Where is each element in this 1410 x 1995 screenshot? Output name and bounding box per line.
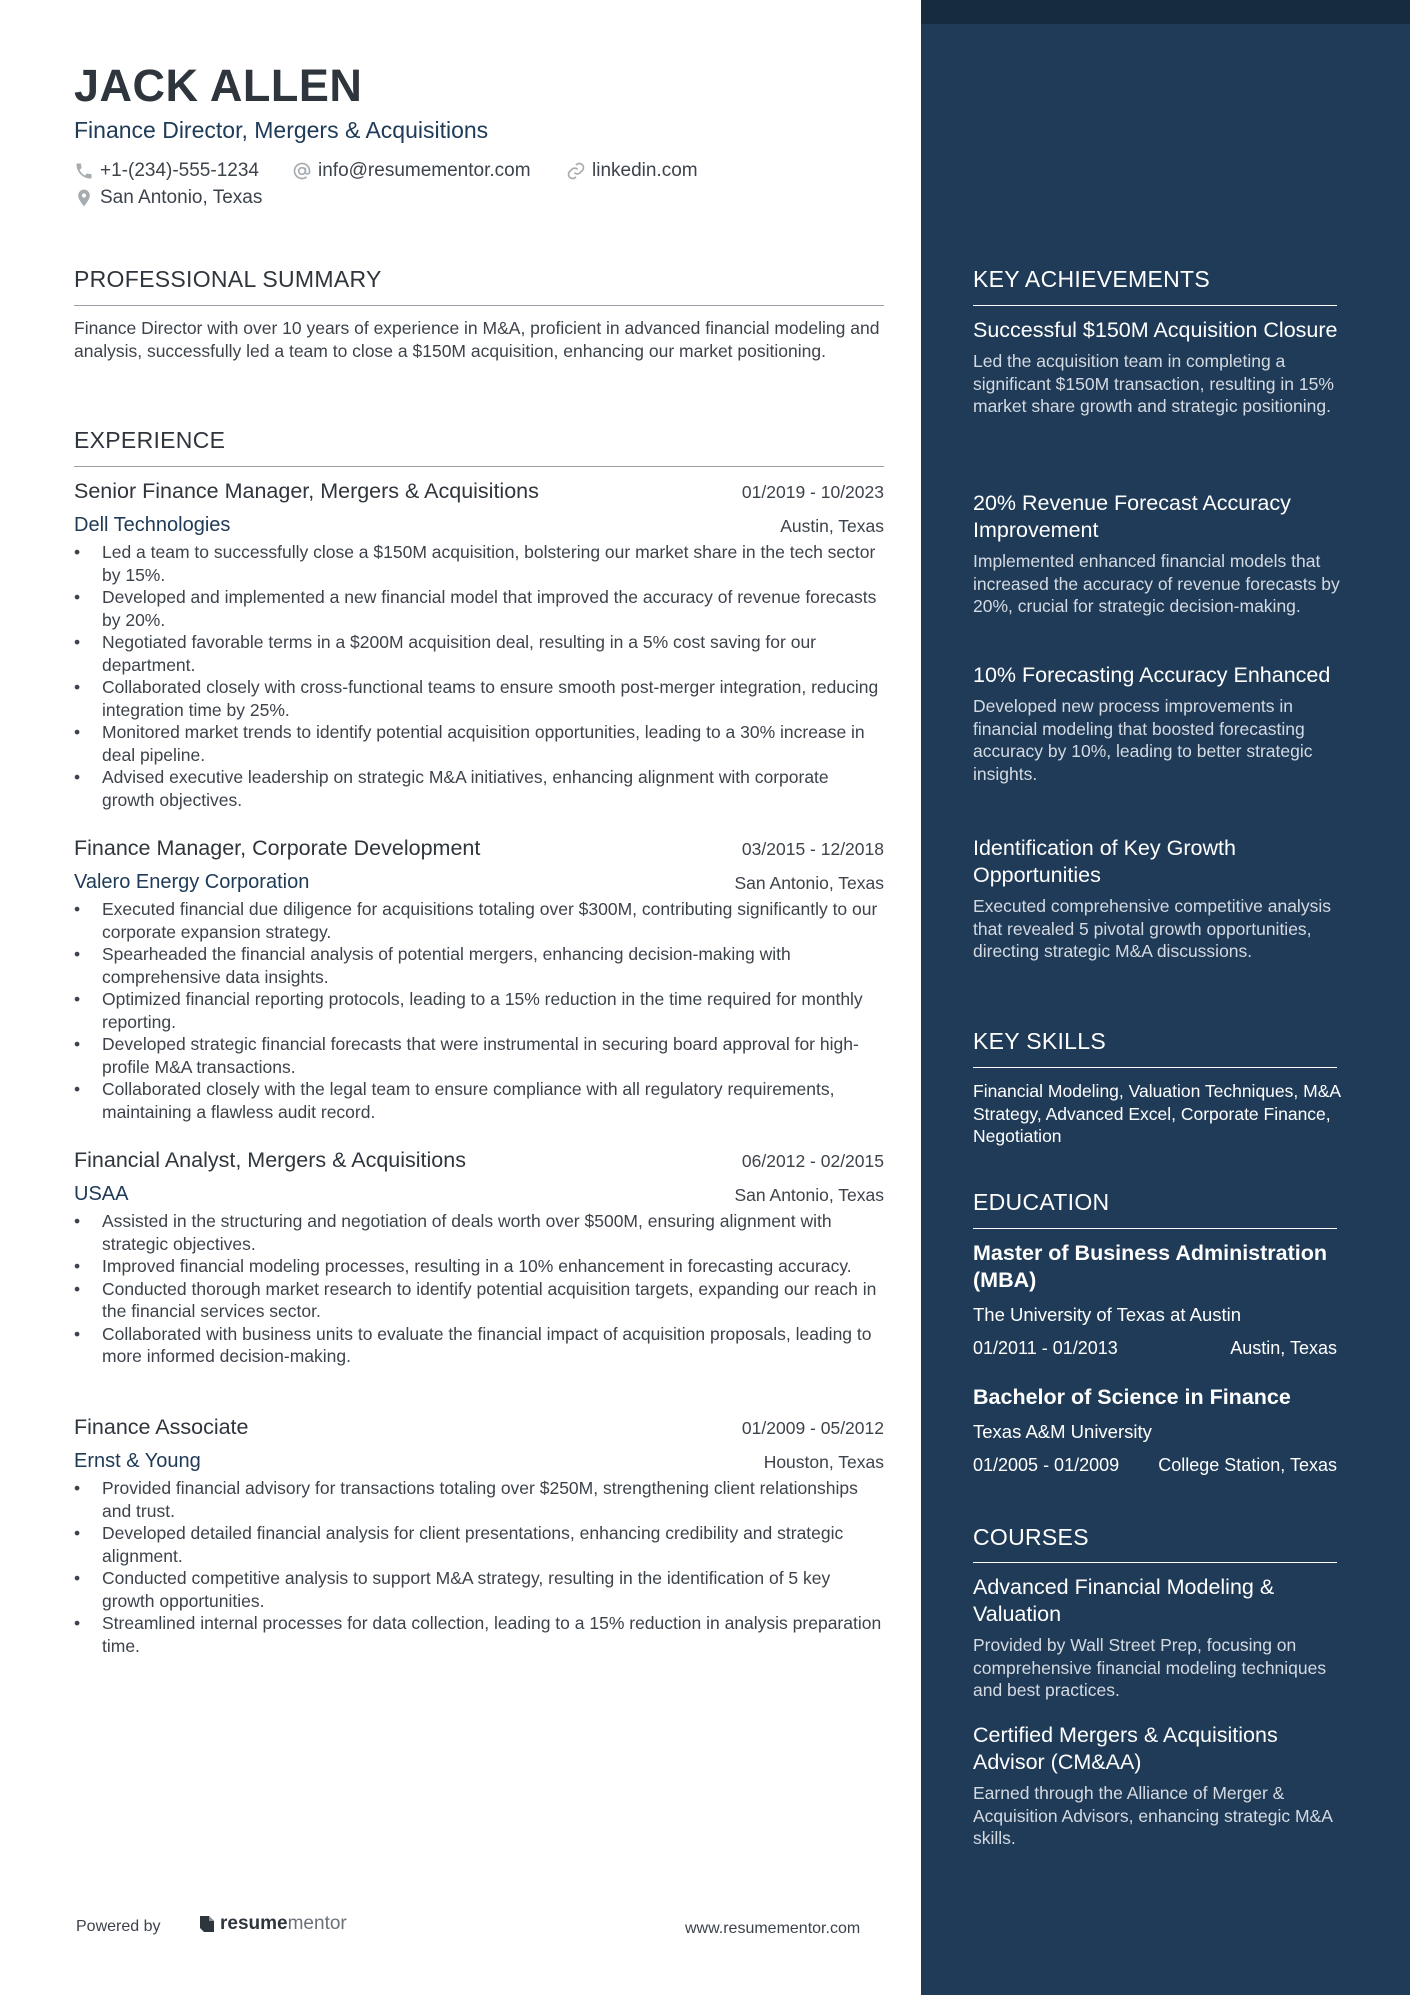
summary-divider: [74, 305, 884, 306]
skills-divider: [973, 1067, 1337, 1068]
at-icon: [292, 161, 312, 181]
job-bullet: • Spearheaded the financial analysis of potential mergers, enhancing decision-making with comprehensive data insights.: [74, 943, 884, 988]
email-text: info@resumementor.com: [318, 160, 531, 181]
logo-text-resume: resume: [220, 1913, 288, 1934]
achievement-item: [973, 662, 1341, 785]
job-bullet: • Executed financial due diligence for acquisitions totaling over $300M, contributing significantly to our corporate expansion strategy.: [74, 898, 884, 943]
education-degree: Bachelor of Science in Finance: [973, 1385, 1291, 1409]
course-title: Certified Mergers & Acquisitions Advisor (CM&AA): [973, 1723, 1278, 1774]
summary-heading: PROFESSIONAL SUMMARY: [74, 266, 382, 292]
job-bullet: • Collaborated with business units to evaluate the financial impact of acquisition proposals, leading to more informed decision-making.: [74, 1323, 884, 1368]
sidebar-top-band: [921, 0, 1410, 24]
footer-url[interactable]: www.resumementor.com: [685, 1920, 861, 1937]
job-bullet: • Conducted thorough market research to identify potential acquisition targets, expanding our reach in the financial services sector.: [74, 1278, 884, 1323]
job-bullet: • Developed and implemented a new financial model that improved the accuracy of revenue forecasts by 20%.: [74, 586, 884, 631]
achievement-item: [973, 490, 1341, 618]
sidebar: [921, 0, 1410, 1995]
course-desc: Provided by Wall Street Prep, focusing on comprehensive financial modeling techniques and best practices.: [973, 1635, 1327, 1700]
education-dates: 01/2005 - 01/2009: [973, 1455, 1120, 1475]
resumementor-logo[interactable]: [198, 1913, 347, 1935]
education-school: Texas A&M University: [973, 1421, 1152, 1442]
job-bullet: • Developed detailed financial analysis for client presentations, enhancing credibility and strategic alignment.: [74, 1522, 884, 1567]
job-bullet: • Led a team to successfully close a $150M acquisition, bolstering our market share in the tech sector by 15%.: [74, 541, 884, 586]
job-dates: 01/2019 - 10/2023: [741, 482, 884, 502]
job-company: Dell Technologies: [74, 514, 231, 536]
job-dates: 03/2015 - 12/2018: [741, 839, 884, 859]
education-location: College Station, Texas: [1158, 1455, 1337, 1475]
education-dates: 01/2011 - 01/2013: [973, 1338, 1118, 1358]
job-bullet: • Collaborated closely with cross-functional teams to ensure smooth post-merger integration, reducing integration time by 25%.: [74, 676, 884, 721]
achievements-heading: KEY ACHIEVEMENTS: [973, 266, 1211, 292]
job-location: Austin, Texas: [780, 516, 884, 536]
job-bullet: • Negotiated favorable terms in a $200M acquisition deal, resulting in a 5% cost saving for our department.: [74, 631, 884, 676]
link-icon: [566, 161, 586, 181]
course-title: Advanced Financial Modeling & Valuation: [973, 1575, 1275, 1626]
powered-by-label: Powered by: [76, 1918, 161, 1935]
job-bullets: [74, 898, 884, 1123]
contact-phone[interactable]: [74, 160, 259, 182]
summary-text: Finance Director with over 10 years of experience in M&A, proficient in advanced financial modeling and analysis, successfully led a team to close a $150M acquisition, enhancing our market positioning.: [74, 318, 880, 361]
job-location: San Antonio, Texas: [734, 1185, 884, 1205]
resumementor-logo-icon: [198, 1914, 216, 1934]
job-location: San Antonio, Texas: [734, 873, 884, 893]
education-divider: [973, 1228, 1337, 1229]
education-school: The University of Texas at Austin: [973, 1304, 1242, 1325]
job-dates: 06/2012 - 02/2015: [741, 1151, 884, 1171]
achievement-title: 20% Revenue Forecast Accuracy Improvement: [973, 491, 1291, 542]
contact-email[interactable]: [292, 160, 531, 182]
phone-icon: [74, 161, 94, 181]
job-location: Houston, Texas: [763, 1452, 884, 1472]
job-company: Valero Energy Corporation: [74, 871, 310, 893]
achievement-title: Successful $150M Acquisition Closure: [973, 318, 1338, 342]
job-company: USAA: [74, 1183, 129, 1205]
courses-divider: [973, 1562, 1337, 1563]
linkedin-text: linkedin.com: [592, 160, 698, 181]
job-bullets: [74, 541, 884, 811]
job-title: Financial Analyst, Mergers & Acquisitions: [74, 1148, 466, 1172]
contact-linkedin[interactable]: [566, 160, 698, 182]
course-desc: Earned through the Alliance of Merger & Acquisition Advisors, enhancing strategic M&A skills.: [973, 1783, 1332, 1848]
course-item: [973, 1722, 1341, 1850]
education-location: Austin, Texas: [1230, 1338, 1337, 1358]
experience-divider: [74, 466, 884, 467]
contact-location: [74, 187, 262, 209]
job-title: Senior Finance Manager, Mergers & Acquisitions: [74, 479, 539, 503]
achievement-item: [973, 317, 1341, 418]
job-bullet: • Improved financial modeling processes, resulting in a 10% enhancement in forecasting accuracy.: [74, 1255, 884, 1278]
job-title: Finance Associate: [74, 1415, 249, 1439]
location-text: San Antonio, Texas: [100, 187, 263, 208]
education-degree: Master of Business Administration (MBA): [973, 1241, 1328, 1292]
education-heading: EDUCATION: [973, 1189, 1110, 1215]
achievement-title: 10% Forecasting Accuracy Enhanced: [973, 663, 1331, 687]
job-company: Ernst & Young: [74, 1450, 201, 1472]
job-bullet: • Collaborated closely with the legal team to ensure compliance with all regulatory requirements, maintaining a flawless audit record.: [74, 1078, 884, 1123]
job-title: Finance Manager, Corporate Development: [74, 836, 481, 860]
achievement-item: [973, 835, 1341, 963]
achievement-desc: Executed comprehensive competitive analysis that revealed 5 pivotal growth opportunities, directing strategic M&A discussions.: [973, 896, 1331, 961]
education-meta: [973, 1338, 1337, 1359]
education-item: [973, 1240, 1337, 1359]
job-bullet: • Monitored market trends to identify potential acquisition opportunities, leading to a 30% increase in deal pipeline.: [74, 721, 884, 766]
job-bullets: [74, 1477, 884, 1657]
candidate-name: JACK ALLEN: [74, 60, 363, 111]
job-bullets: [74, 1210, 884, 1368]
education-item: [973, 1384, 1337, 1476]
skills-text: Financial Modeling, Valuation Techniques, M&A Strategy, Advanced Excel, Corporate Finance, Negotiation: [973, 1081, 1341, 1146]
achievement-title: Identification of Key Growth Opportunities: [973, 836, 1236, 887]
job-bullet: • Streamlined internal processes for data collection, leading to a 15% reduction in analysis preparation time.: [74, 1612, 884, 1657]
course-item: [973, 1574, 1341, 1702]
job-bullet: • Developed strategic financial forecasts that were instrumental in securing board approval for high-profile M&A transactions.: [74, 1033, 884, 1078]
achievement-desc: Led the acquisition team in completing a significant $150M transaction, resulting in 15% market share growth and strategic positioning.: [973, 351, 1334, 416]
skills-heading: KEY SKILLS: [973, 1028, 1106, 1054]
logo-text-mentor: mentor: [287, 1913, 347, 1934]
education-meta: [973, 1455, 1337, 1476]
job-bullet: • Advised executive leadership on strategic M&A initiatives, enhancing alignment with corporate growth objectives.: [74, 766, 884, 811]
phone-text: +1-(234)-555-1234: [100, 160, 259, 181]
job-bullet: • Assisted in the structuring and negotiation of deals worth over $500M, ensuring alignment with strategic objectives.: [74, 1210, 884, 1255]
location-pin-icon: [74, 188, 94, 208]
achievement-desc: Developed new process improvements in financial modeling that boosted forecasting accuracy by 10%, leading to better strategic insights.: [973, 696, 1313, 784]
job-dates: 01/2009 - 05/2012: [741, 1418, 884, 1438]
job-bullet: • Optimized financial reporting protocols, leading to a 15% reduction in the time required for monthly reporting.: [74, 988, 884, 1033]
courses-heading: COURSES: [973, 1524, 1089, 1550]
achievements-divider: [973, 305, 1337, 306]
achievement-desc: Implemented enhanced financial models that increased the accuracy of revenue forecasts by 20%, crucial for strategic decision-making.: [973, 551, 1340, 616]
job-bullet: • Provided financial advisory for transactions totaling over $250M, strengthening client relationships and trust.: [74, 1477, 884, 1522]
candidate-role: Finance Director, Mergers & Acquisitions: [74, 117, 489, 143]
job-bullet: • Conducted competitive analysis to support M&A strategy, resulting in the identification of 5 key growth opportunities.: [74, 1567, 884, 1612]
experience-heading: EXPERIENCE: [74, 427, 226, 453]
